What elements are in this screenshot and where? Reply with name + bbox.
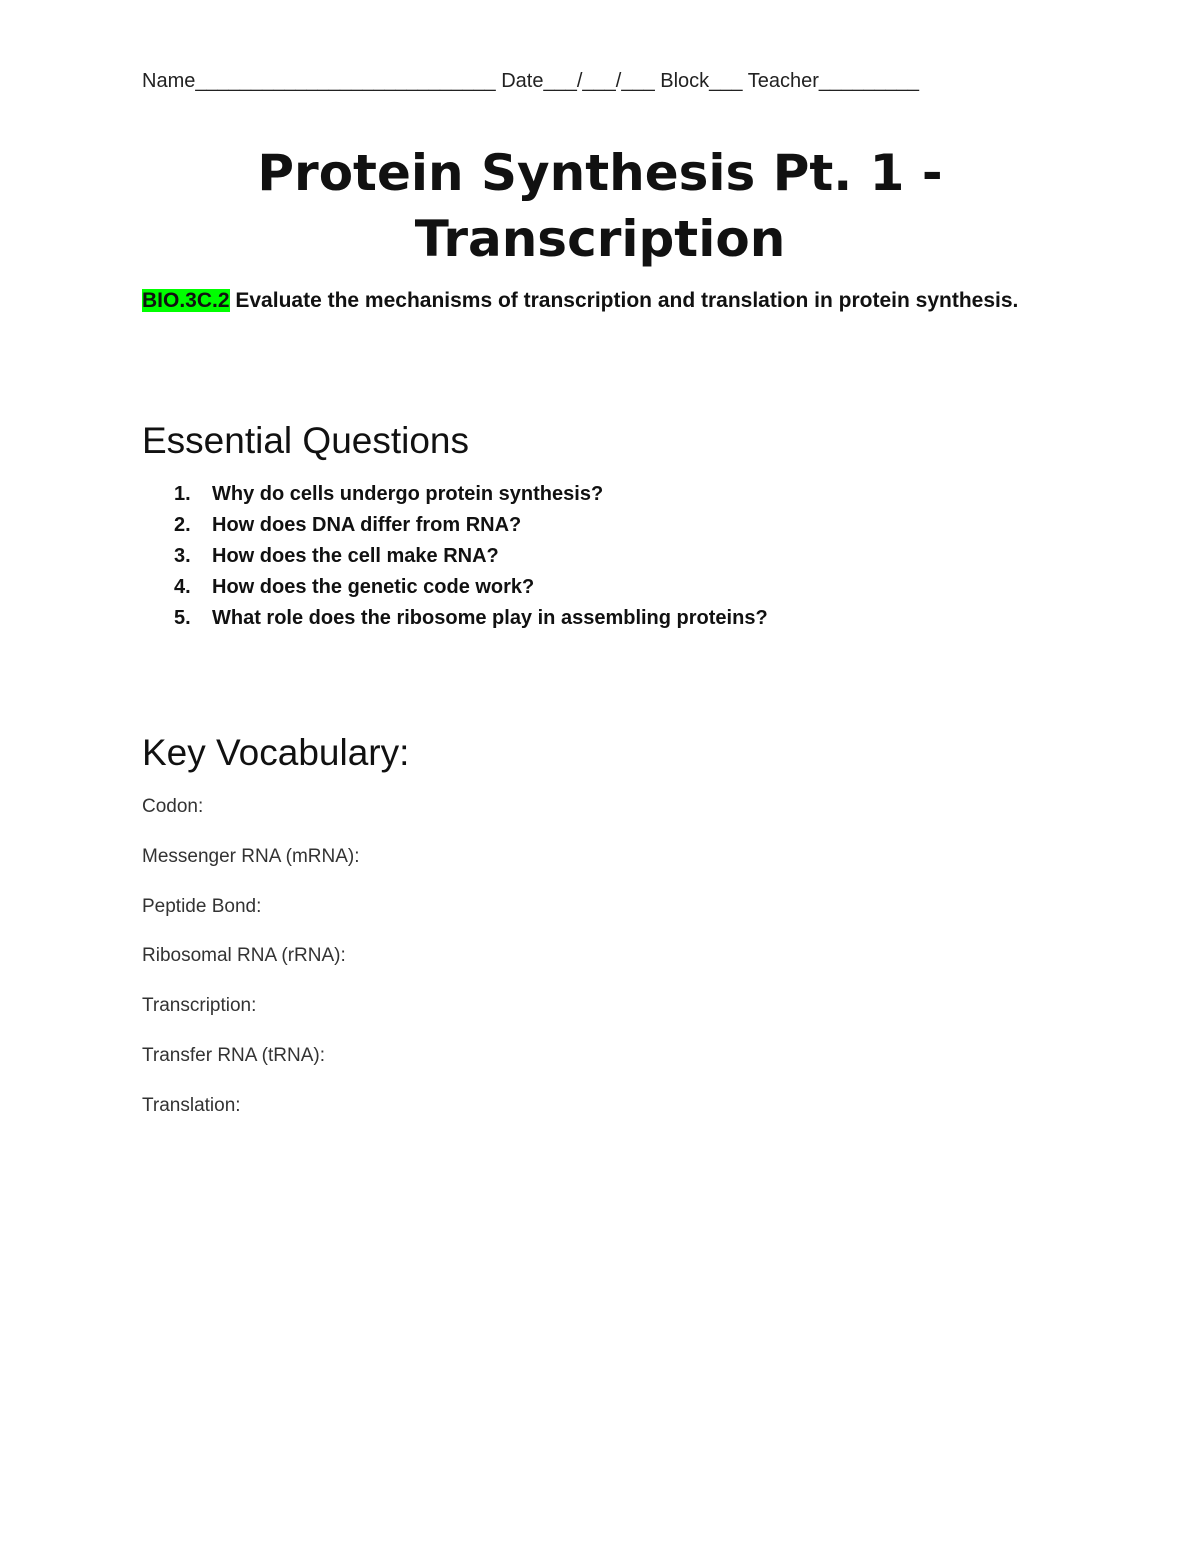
question-number: 1.	[174, 483, 191, 505]
vocab-term-rrna: Ribosomal RNA (rRNA):	[142, 945, 346, 967]
standard-code: BIO.3C.2	[142, 289, 230, 312]
key-vocabulary-heading: Key Vocabulary:	[142, 732, 410, 773]
essential-questions-heading: Essential Questions	[142, 420, 470, 461]
vocab-term-transcription: Transcription:	[142, 995, 257, 1017]
question-text: How does the genetic code work?	[212, 576, 535, 598]
question-number: 4.	[174, 576, 191, 598]
vocab-term-translation: Translation:	[142, 1094, 241, 1116]
vocab-term-trna: Transfer RNA (tRNA):	[142, 1044, 325, 1066]
question-item	[174, 511, 768, 542]
question-item	[174, 542, 768, 573]
learning-standard	[142, 284, 1042, 317]
title-line-2: Transcription	[414, 210, 786, 268]
question-item	[174, 480, 768, 511]
question-item	[174, 573, 768, 604]
vocab-term-mrna: Messenger RNA (mRNA):	[142, 845, 360, 867]
vocab-term-codon: Codon:	[142, 796, 204, 817]
student-info-line: Name___________________________ Date___/___/___ Block___ Teacher_________	[142, 70, 919, 92]
question-text: How does DNA differ from RNA?	[212, 514, 522, 536]
question-number: 3.	[174, 545, 191, 567]
standard-text: Evaluate the mechanisms of transcription and translation in protein synthesis.	[229, 289, 1019, 312]
vocab-term-peptide-bond: Peptide Bond:	[142, 895, 262, 917]
question-text: Why do cells undergo protein synthesis?	[212, 483, 604, 505]
title-line-1: Protein Synthesis Pt. 1 -	[257, 144, 943, 202]
question-item	[174, 604, 768, 635]
question-number: 2.	[174, 514, 191, 536]
essential-questions-list	[174, 480, 768, 635]
question-text: How does the cell make RNA?	[212, 545, 499, 567]
question-number: 5.	[174, 607, 191, 629]
question-text: What role does the ribosome play in assembling proteins?	[212, 607, 768, 629]
page-title	[150, 140, 1050, 272]
vocabulary-list	[142, 795, 360, 1144]
